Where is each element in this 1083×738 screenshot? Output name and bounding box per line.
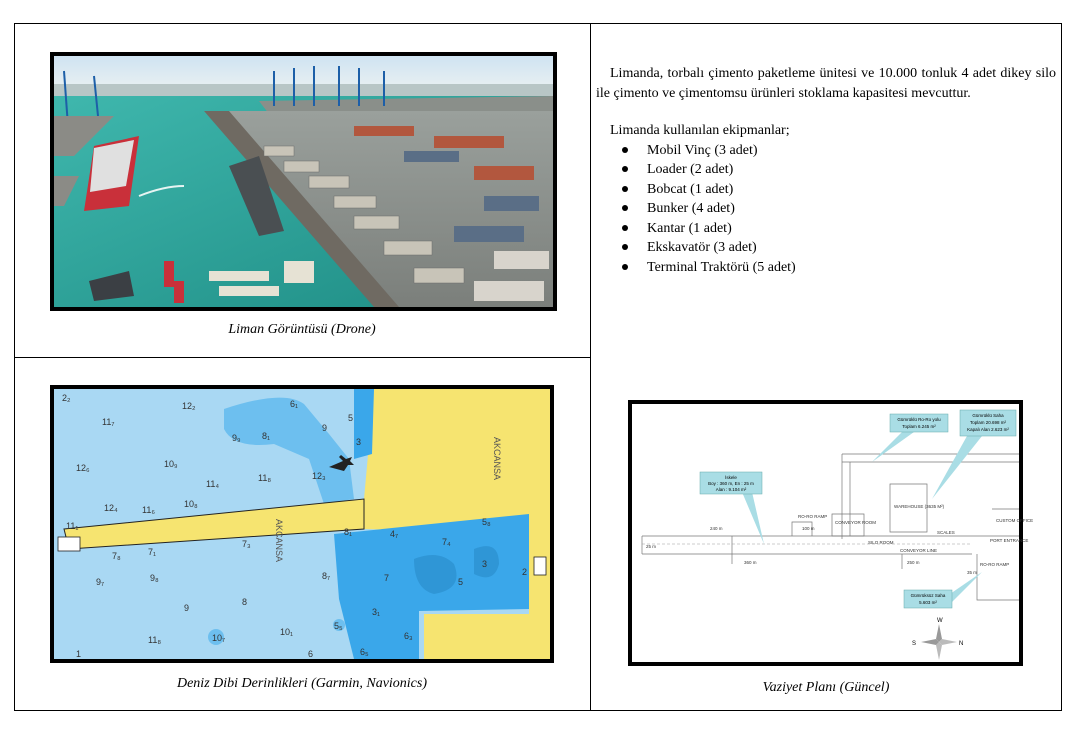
sounding: 4₇ bbox=[390, 529, 399, 539]
sounding: 5 bbox=[458, 577, 464, 587]
sounding: 10₉ bbox=[164, 459, 178, 469]
sounding: 1 bbox=[76, 649, 82, 659]
sounding: 9₇ bbox=[96, 577, 105, 587]
bullet-icon bbox=[622, 166, 628, 172]
site-plan-caption: Vaziyet Planı (Güncel) bbox=[762, 680, 890, 695]
list-item: Loader (2 adet) bbox=[622, 160, 1056, 180]
sounding: 9₈ bbox=[150, 573, 159, 583]
sounding: 11₁ bbox=[66, 521, 79, 531]
dimension-label: 360 m bbox=[744, 560, 757, 565]
site-plan bbox=[628, 400, 1034, 666]
building-label: RO-RO RAMP bbox=[980, 562, 1010, 567]
table-divider-vertical bbox=[590, 24, 591, 710]
list-item: Bunker (4 adet) bbox=[622, 199, 1056, 219]
sounding: 9 bbox=[184, 603, 190, 613]
building-label: WAREHOUSE (3635 M²) bbox=[894, 504, 945, 509]
svg-text:Boy : 360 m, En : 25 m: Boy : 360 m, En : 25 m bbox=[708, 481, 754, 486]
company-label-land: AKCANSA bbox=[492, 437, 502, 481]
sounding: 10₇ bbox=[212, 633, 226, 643]
sounding: 7₄ bbox=[442, 537, 451, 547]
equipment-list-title: Limanda kullanılan ekipmanlar; bbox=[610, 123, 790, 138]
sounding: 12₄ bbox=[104, 503, 118, 513]
svg-text:Gümrüksüz Saha: Gümrüksüz Saha bbox=[910, 593, 946, 598]
bullet-icon bbox=[622, 147, 628, 153]
svg-text:Toplam 6.245 m²: Toplam 6.245 m² bbox=[902, 424, 936, 429]
bullet-icon bbox=[622, 205, 628, 211]
sounding: 8₁ bbox=[262, 431, 271, 441]
sounding: 12₆ bbox=[76, 463, 90, 473]
depth-chart-caption: Deniz Dibi Derinlikleri (Garmin, Navionics) bbox=[176, 676, 428, 691]
svg-text:Gümrüklü Ro-Ro yolu: Gümrüklü Ro-Ro yolu bbox=[897, 417, 941, 422]
bullet-icon bbox=[622, 264, 628, 270]
list-item: Kantar (1 adet) bbox=[622, 219, 1056, 239]
building-label: SILO ROOM bbox=[868, 540, 894, 545]
building-label: CONVEYOR LINE bbox=[900, 548, 938, 553]
list-item: Bobcat (1 adet) bbox=[622, 180, 1056, 200]
building-label: CUSTOM OFFICE bbox=[996, 518, 1034, 523]
dimension-label: 35 m bbox=[967, 570, 978, 575]
sounding: 11₆ bbox=[142, 505, 155, 515]
sounding: 11₈ bbox=[148, 635, 162, 645]
sounding: 8 bbox=[242, 597, 248, 607]
svg-text:S: S bbox=[912, 641, 917, 647]
dimension-label: 240 m bbox=[710, 526, 723, 531]
sounding: 8₁ bbox=[344, 527, 353, 537]
sounding: 10₁ bbox=[280, 627, 294, 637]
sounding: 3 bbox=[356, 437, 362, 447]
description-block bbox=[596, 64, 1056, 278]
sounding: 3 bbox=[482, 559, 488, 569]
building-label: CONVEYOR ROOM bbox=[835, 520, 877, 525]
sounding: 9 bbox=[322, 423, 328, 433]
list-item: Terminal Traktörü (5 adet) bbox=[622, 258, 1056, 278]
bullet-icon bbox=[622, 225, 628, 231]
description-paragraph: Limanda, torbalı çimento paketleme ünitesi ve 10.000 tonluk 4 adet dikey silo ile çimento ve çimentomsu ürünleri stoklama kapasitesi mevcuttur. bbox=[596, 66, 1056, 101]
svg-text:W: W bbox=[937, 618, 943, 624]
sounding: 3₁ bbox=[372, 607, 381, 617]
sounding: 5 bbox=[348, 413, 354, 423]
svg-text:Alan : 9.104 m²: Alan : 9.104 m² bbox=[715, 487, 747, 492]
table-divider-horizontal bbox=[15, 357, 591, 358]
svg-text:5.603 m²: 5.603 m² bbox=[919, 600, 937, 605]
photo-caption: Liman Görüntüsü (Drone) bbox=[228, 322, 376, 337]
sounding: 12₃ bbox=[312, 471, 326, 481]
building-label: PORT ENTRANCE bbox=[990, 538, 1029, 543]
sounding: 11₄ bbox=[206, 479, 220, 489]
equipment-list bbox=[596, 141, 1056, 278]
depth-chart-map bbox=[50, 385, 554, 663]
bullet-icon bbox=[622, 186, 628, 192]
sounding: 7₈ bbox=[112, 551, 121, 561]
sounding: 10₈ bbox=[184, 499, 198, 509]
sounding: 6₁ bbox=[290, 399, 299, 409]
company-label-pier: AKCANSA bbox=[274, 519, 284, 563]
svg-text:Gümrüklü Saha: Gümrüklü Saha bbox=[972, 413, 1004, 418]
sounding: 5₈ bbox=[482, 517, 491, 527]
sounding: 6₅ bbox=[360, 647, 369, 657]
list-item: Mobil Vinç (3 adet) bbox=[622, 141, 1056, 161]
sounding: 6₃ bbox=[404, 631, 413, 641]
sounding: 11₇ bbox=[102, 417, 115, 427]
dimension-label: 100 m bbox=[802, 526, 815, 531]
sounding: 5₅ bbox=[334, 621, 343, 631]
sounding: 2₂ bbox=[62, 393, 71, 403]
port-drone-photo bbox=[50, 52, 557, 311]
sounding: 7₃ bbox=[242, 539, 251, 549]
bullet-icon bbox=[622, 244, 628, 250]
svg-text:Kapalı Alan 2.623 m²: Kapalı Alan 2.623 m² bbox=[967, 427, 1009, 432]
building-label: RO-RO RAMP bbox=[798, 514, 828, 519]
sounding: 6 bbox=[308, 649, 314, 659]
sounding: 11₈ bbox=[258, 473, 272, 483]
svg-text:İskele: İskele bbox=[725, 475, 737, 480]
sounding: 8₇ bbox=[322, 571, 331, 581]
dimension-label: 250 m bbox=[907, 560, 920, 565]
dimension-label: 25 m bbox=[646, 544, 657, 549]
sounding: 7 bbox=[384, 573, 390, 583]
sounding: 2 bbox=[522, 567, 528, 577]
sounding: 9₉ bbox=[232, 433, 241, 443]
sounding: 7₁ bbox=[148, 547, 157, 557]
sounding: 12₂ bbox=[182, 401, 196, 411]
list-item: Ekskavatör (3 adet) bbox=[622, 238, 1056, 258]
svg-text:N: N bbox=[959, 641, 964, 647]
svg-text:Toplam 20.698 m²: Toplam 20.698 m² bbox=[969, 420, 1007, 425]
building-label: SCALES bbox=[937, 530, 955, 535]
